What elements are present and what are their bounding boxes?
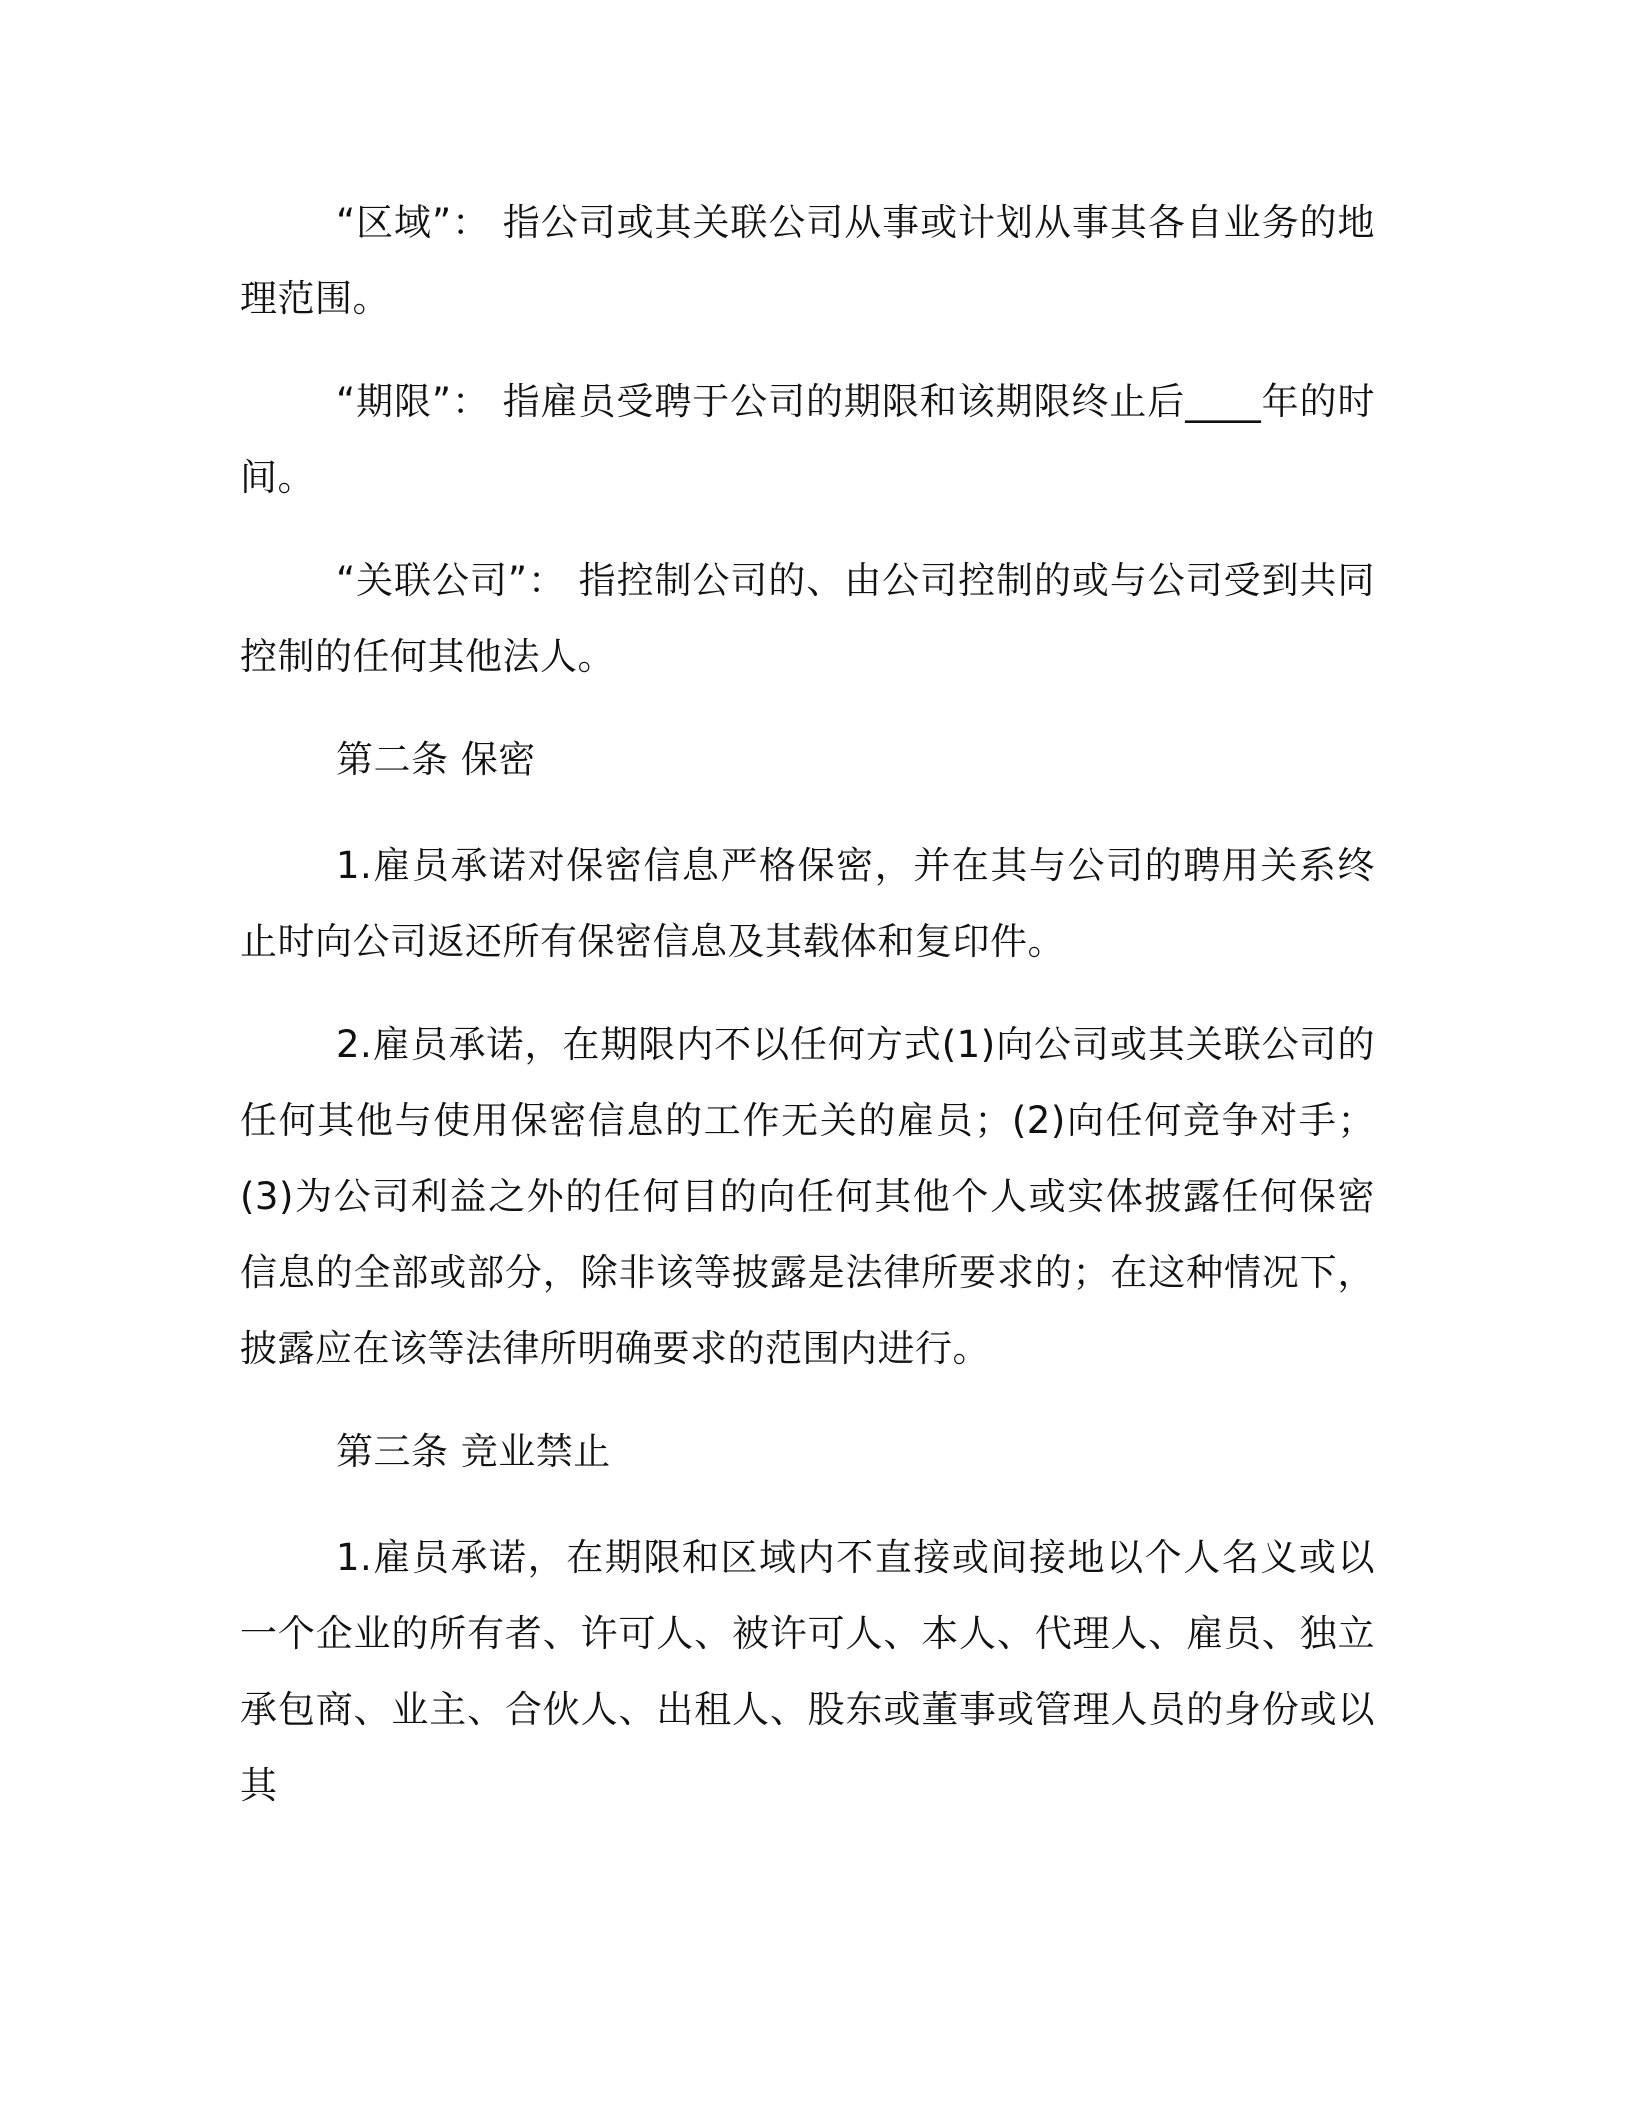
article-2-clause-2: 2.雇员承诺，在期限内不以任何方式(1)向公司或其关联公司的任何其他与使用保密信息的工作无关的雇员；(2)向任何竞争对手；(3)为公司利益之外的任何目的向任何其他个人或实体披露任何保密信息的全部或部分，除非该等披露是法律所要求的；在这种情况下，披露应在该等法律所明确要求的范围内进行。 [240, 1023, 1375, 1370]
article-3-heading: 第三条 竞业禁止 [336, 1430, 611, 1473]
definition-region: “区域”： 指公司或其关联公司从事或计划从事其各自业务的地理范围。 [240, 201, 1375, 320]
article-3-clause-1: 1.雇员承诺，在期限和区域内不直接或间接地以个人名义或以一个企业的所有者、许可人、被许可人、本人、代理人、雇员、独立承包商、业主、合伙人、出租人、股东或董事或管理人员的身份或以其 [240, 1536, 1375, 1807]
document-body [240, 185, 1375, 1851]
article-2-heading: 第二条 保密 [336, 738, 536, 781]
definition-term: “期限”： 指雇员受聘于公司的期限和该期限终止后____年的时间。 [240, 380, 1375, 499]
article-2-clause-1: 1.雇员承诺对保密信息严格保密，并在其与公司的聘用关系终止时向公司返还所有保密信息及其载体和复印件。 [240, 844, 1375, 963]
definition-affiliate: “关联公司”： 指控制公司的、由公司控制的或与公司受到共同控制的任何其他法人。 [240, 559, 1375, 678]
